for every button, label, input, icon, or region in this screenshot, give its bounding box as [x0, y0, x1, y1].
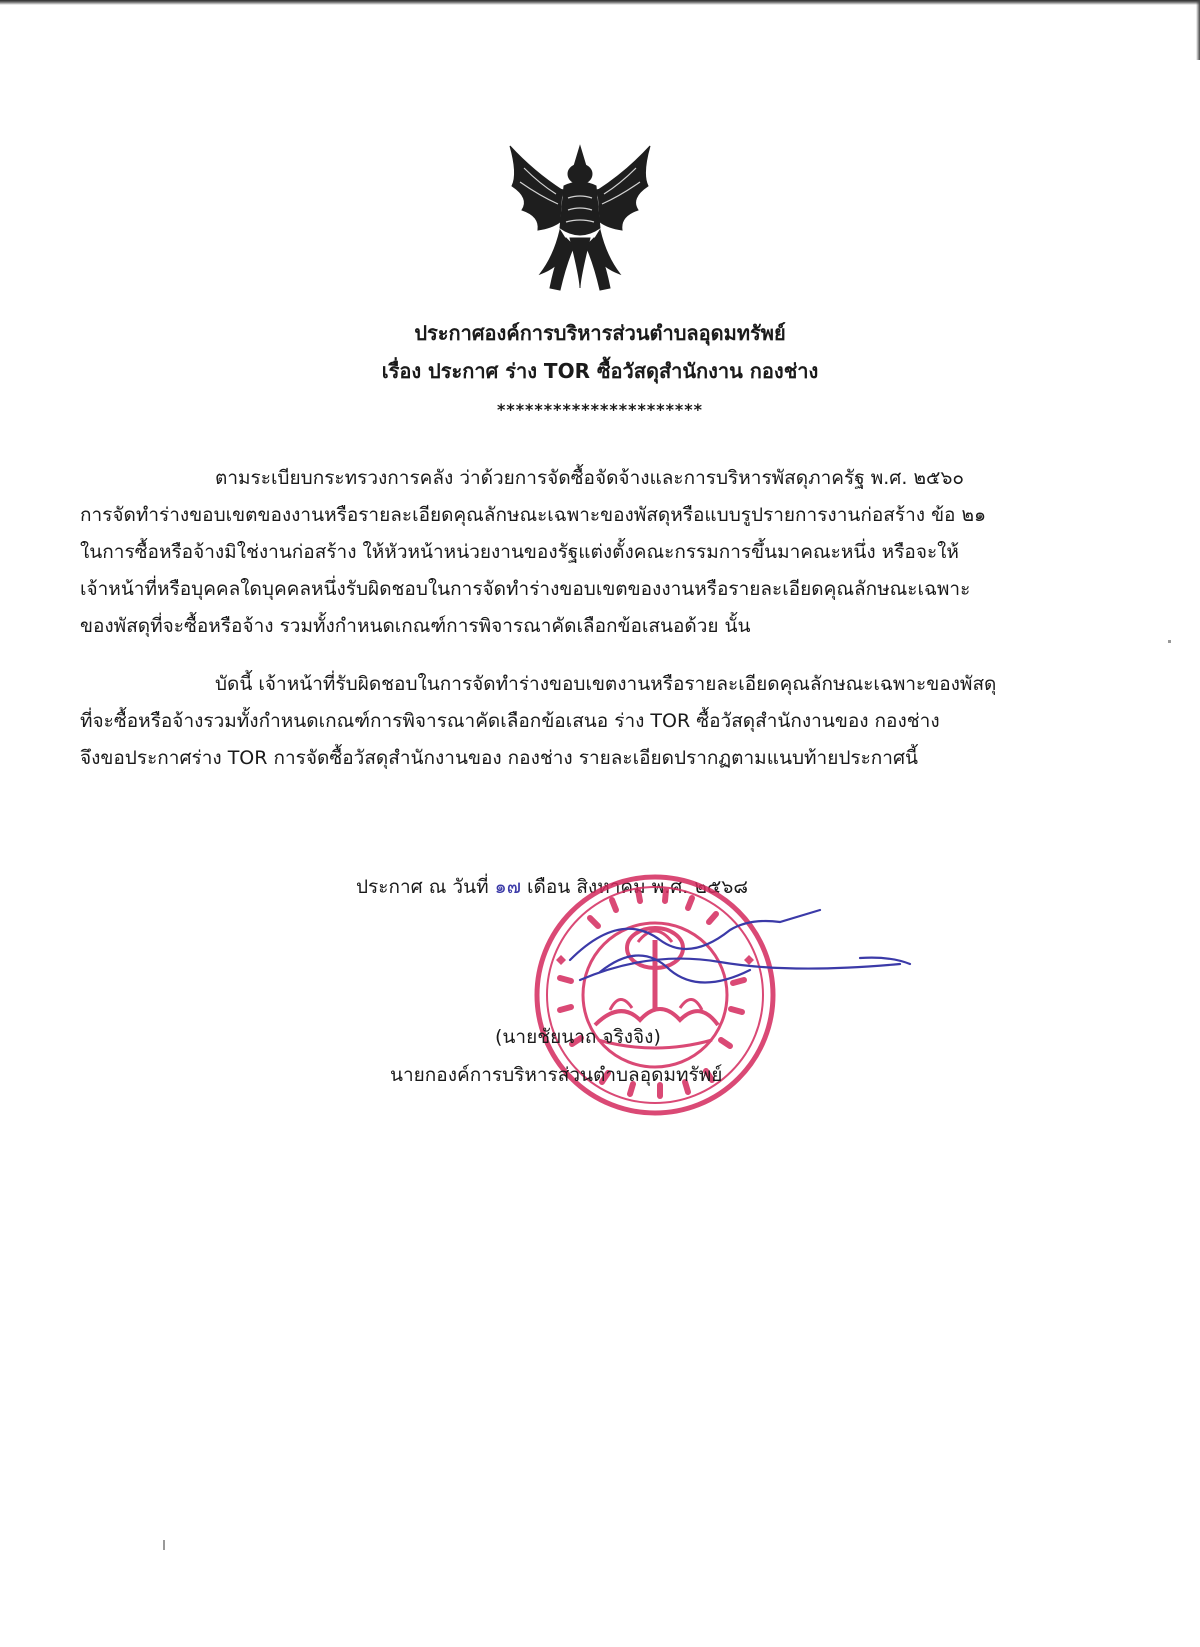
document-subject: เรื่อง ประกาศ ร่าง TOR ซื้อวัสดุสำนักงาน กองช่าง — [381, 359, 819, 383]
paragraph2-line: บัดนี้ เจ้าหน้าที่รับผิดชอบในการจัดทำร่างขอบเขตงานหรือรายละเอียดคุณลักษณะเฉพาะของพัสดุ — [215, 673, 997, 695]
signer-name: (นายชัยนาถ จริงจิง) — [495, 1026, 661, 1048]
heading-separator: ********************** — [496, 400, 704, 419]
signature-mark — [560, 900, 920, 1010]
scan-edge-right — [1196, 0, 1200, 60]
garuda-emblem-icon — [500, 138, 660, 298]
announcement-date — [356, 872, 748, 902]
date-year: ๒๕๖๘ — [694, 876, 749, 898]
document-title: ประกาศองค์การบริหารส่วนตำบลอุดมทรัพย์ — [414, 321, 786, 345]
scan-speck — [1168, 640, 1171, 643]
paragraph2-line: ที่จะซื้อหรือจ้างรวมทั้งกำหนดเกณฑ์การพิจารณาคัดเลือกข้อเสนอ ร่าง TOR ซื้อวัสดุสำนักงานของ กองช่าง — [80, 710, 940, 732]
paragraph1-line: ของพัสดุที่จะซื้อหรือจ้าง รวมทั้งกำหนดเกณฑ์การพิจารณาคัดเลือกข้อเสนอด้วย นั้น — [80, 615, 751, 637]
paragraph1-line: ในการซื้อหรือจ้างมิใช่งานก่อสร้าง ให้หัวหน้าหน่วยงานของรัฐแต่งตั้งคณะกรรมการขึ้นมาคณะหนึ่ง หรือจะให้ — [80, 541, 959, 563]
signer-title: นายกองค์การบริหารส่วนตำบลอุดมทรัพย์ — [390, 1064, 723, 1086]
paragraph1-line: เจ้าหน้าที่หรือบุคคลใดบุคคลหนึ่งรับผิดชอบในการจัดทำร่างขอบเขตของงานหรือรายละเอียดคุณลักษณะเฉพาะ — [80, 578, 971, 600]
paragraph1-line: ตามระเบียบกระทรวงการคลัง ว่าด้วยการจัดซื้อจัดจ้างและการบริหารพัสดุภาครัฐ พ.ศ. ๒๕๖๐ — [215, 467, 965, 489]
date-prefix: ประกาศ ณ วันที่ — [356, 876, 489, 898]
date-day: ๑๗ — [494, 876, 521, 898]
paragraph1-line: การจัดทำร่างขอบเขตของงานหรือรายละเอียดคุณลักษณะเฉพาะของพัสดุหรือแบบรูปรายการงานก่อสร้าง ข้อ ๒๑ — [80, 504, 987, 526]
date-month-label: เดือน — [527, 876, 571, 898]
scan-speck — [163, 1540, 165, 1550]
scan-edge-top — [0, 0, 1200, 5]
date-month: สิงหาคม — [576, 876, 646, 898]
paragraph-regulation — [80, 460, 1080, 645]
date-year-label: พ.ศ. — [651, 876, 689, 898]
paragraph-announcement — [80, 666, 1080, 777]
paragraph2-line: จึงขอประกาศร่าง TOR การจัดซื้อวัสดุสำนักงานของ กองช่าง รายละเอียดปรากฏตามแนบท้ายประกาศนี้ — [80, 747, 919, 769]
